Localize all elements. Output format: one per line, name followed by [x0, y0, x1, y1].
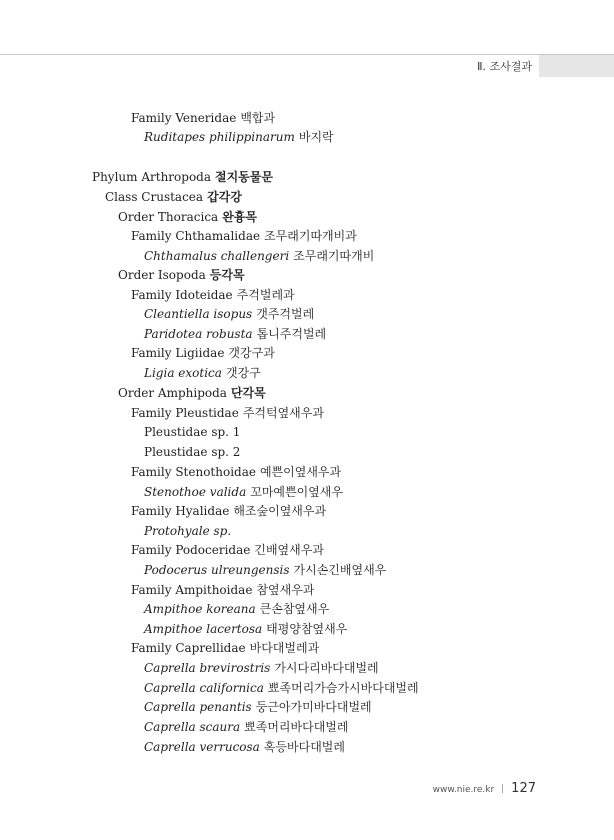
scientific-name: Cleantiella isopus	[144, 307, 253, 321]
scientific-name: Family Pleustidae	[131, 406, 239, 420]
korean-name: 둥근아가미바다대벌레	[255, 700, 372, 714]
taxon-row	[131, 406, 324, 420]
korean-name: 뾰족머리가슴가시바다대벌레	[267, 681, 419, 695]
scientific-name: Pleustidae sp. 2	[144, 445, 241, 459]
footer-url: www.nie.re.kr	[432, 785, 495, 795]
scientific-name: Family Caprellidae	[131, 641, 246, 655]
korean-name: 갯강구	[225, 366, 261, 380]
korean-name: 등각목	[209, 268, 245, 282]
scientific-name: Family Chthamalidae	[131, 229, 261, 243]
taxon-row	[131, 641, 319, 655]
korean-name: 큰손참옆새우	[259, 602, 330, 616]
scientific-name: Order Amphipoda	[118, 386, 227, 400]
korean-name: 혹등바다대벌레	[263, 740, 345, 754]
running-header: Ⅱ. 조사결과	[477, 60, 532, 73]
korean-name: 뾰족머리바다대벌레	[244, 720, 349, 734]
scientific-name: Chthamalus challengeri	[144, 249, 290, 263]
scientific-name: Caprella verrucosa	[144, 740, 260, 754]
scientific-name: Pleustidae sp. 1	[144, 425, 241, 439]
korean-name: 바지락	[298, 130, 334, 144]
taxon-row	[131, 583, 314, 597]
korean-name: 긴배옆새우과	[254, 543, 324, 557]
taxon-row	[144, 602, 329, 616]
korean-name: 해조숲이옆새우과	[233, 504, 327, 518]
scientific-name: Family Idoteidae	[131, 288, 233, 302]
taxon-row	[144, 485, 343, 499]
taxon-row	[144, 366, 261, 380]
taxon-row	[144, 249, 374, 263]
korean-name: 참옆새우과	[256, 583, 315, 597]
korean-name: 가시다리바다대벌레	[274, 661, 379, 675]
scientific-name: Family Podoceridae	[131, 543, 251, 557]
scientific-name: Protohyale sp.	[144, 524, 232, 538]
korean-name: 꼬마예쁜이옆새우	[250, 485, 343, 499]
taxon-row	[144, 307, 314, 321]
taxon-row	[131, 543, 324, 557]
taxon-row	[144, 563, 386, 577]
page-footer	[433, 781, 536, 796]
scientific-name: Order Isopoda	[118, 268, 206, 282]
taxon-row	[144, 681, 419, 695]
scientific-name: Phylum Arthropoda	[92, 170, 211, 184]
korean-name: 톱니주걱벌레	[256, 327, 327, 341]
header-tab-block	[539, 55, 614, 77]
korean-name: 가시손긴배옆새우	[293, 563, 387, 577]
scientific-name: Family Veneridae	[131, 111, 237, 125]
header-rule	[0, 54, 614, 55]
taxon-row	[144, 740, 345, 754]
korean-name: 바다대벌레과	[249, 641, 320, 655]
scientific-name: Class Crustacea	[105, 190, 204, 204]
taxon-row	[118, 386, 266, 400]
scientific-name: Family Stenothoidae	[131, 465, 256, 479]
taxon-row	[144, 130, 334, 144]
scientific-name: Family Ampithoidae	[131, 583, 253, 597]
scientific-name: Ampithoe lacertosa	[144, 622, 263, 636]
taxon-row	[144, 720, 349, 734]
taxon-row	[144, 524, 231, 538]
taxon-row	[144, 661, 379, 675]
taxon-row	[105, 190, 242, 204]
korean-name: 갑각강	[207, 190, 242, 204]
taxon-row	[144, 445, 240, 459]
korean-name: 조무래기따개비과	[264, 229, 357, 243]
korean-name: 예쁜이옆새우과	[259, 465, 342, 479]
scientific-name: Order Thoracica	[118, 210, 219, 224]
scientific-name: Caprella californica	[144, 681, 264, 695]
scientific-name: Ligia exotica	[144, 366, 222, 380]
korean-name: 완흉목	[222, 210, 257, 224]
korean-name: 단각목	[230, 386, 266, 400]
footer-divider	[502, 784, 503, 793]
scientific-name: Stenothoe valida	[144, 485, 247, 499]
taxon-row	[131, 346, 275, 360]
scientific-name: Family Hyalidae	[131, 504, 230, 518]
taxon-row	[131, 111, 275, 125]
taxon-row	[118, 210, 257, 224]
page-number: 127	[511, 781, 536, 796]
scientific-name: Caprella scaura	[144, 720, 241, 734]
scientific-name: Caprella brevirostris	[144, 661, 271, 675]
taxon-row	[144, 622, 347, 636]
taxon-row	[118, 268, 245, 282]
scientific-name: Ruditapes philippinarum	[144, 130, 295, 144]
scientific-name: Caprella penantis	[144, 700, 252, 714]
korean-name: 갯강구과	[228, 346, 275, 360]
scientific-name: Ampithoe koreana	[144, 602, 256, 616]
taxon-row	[131, 288, 295, 302]
korean-name: 조무래기따개비	[293, 249, 375, 263]
korean-name: 절지동물문	[215, 170, 273, 184]
taxon-row	[144, 425, 240, 439]
scientific-name: Paridotea robusta	[144, 327, 253, 341]
taxon-row	[144, 700, 372, 714]
korean-name: 갯주걱벌레	[256, 307, 315, 321]
korean-name: 주걱턱옆새우과	[242, 406, 324, 420]
scientific-name: Podocerus ulreungensis	[144, 563, 290, 577]
korean-name: 주걱벌레과	[236, 288, 295, 302]
korean-name: 태평양참옆새우	[266, 622, 348, 636]
taxon-row	[144, 327, 326, 341]
taxon-row	[131, 504, 326, 518]
korean-name: 백합과	[240, 111, 276, 125]
taxon-row	[131, 465, 341, 479]
taxon-row	[131, 229, 357, 243]
scientific-name: Family Ligiidae	[131, 346, 225, 360]
taxon-row	[92, 170, 273, 184]
